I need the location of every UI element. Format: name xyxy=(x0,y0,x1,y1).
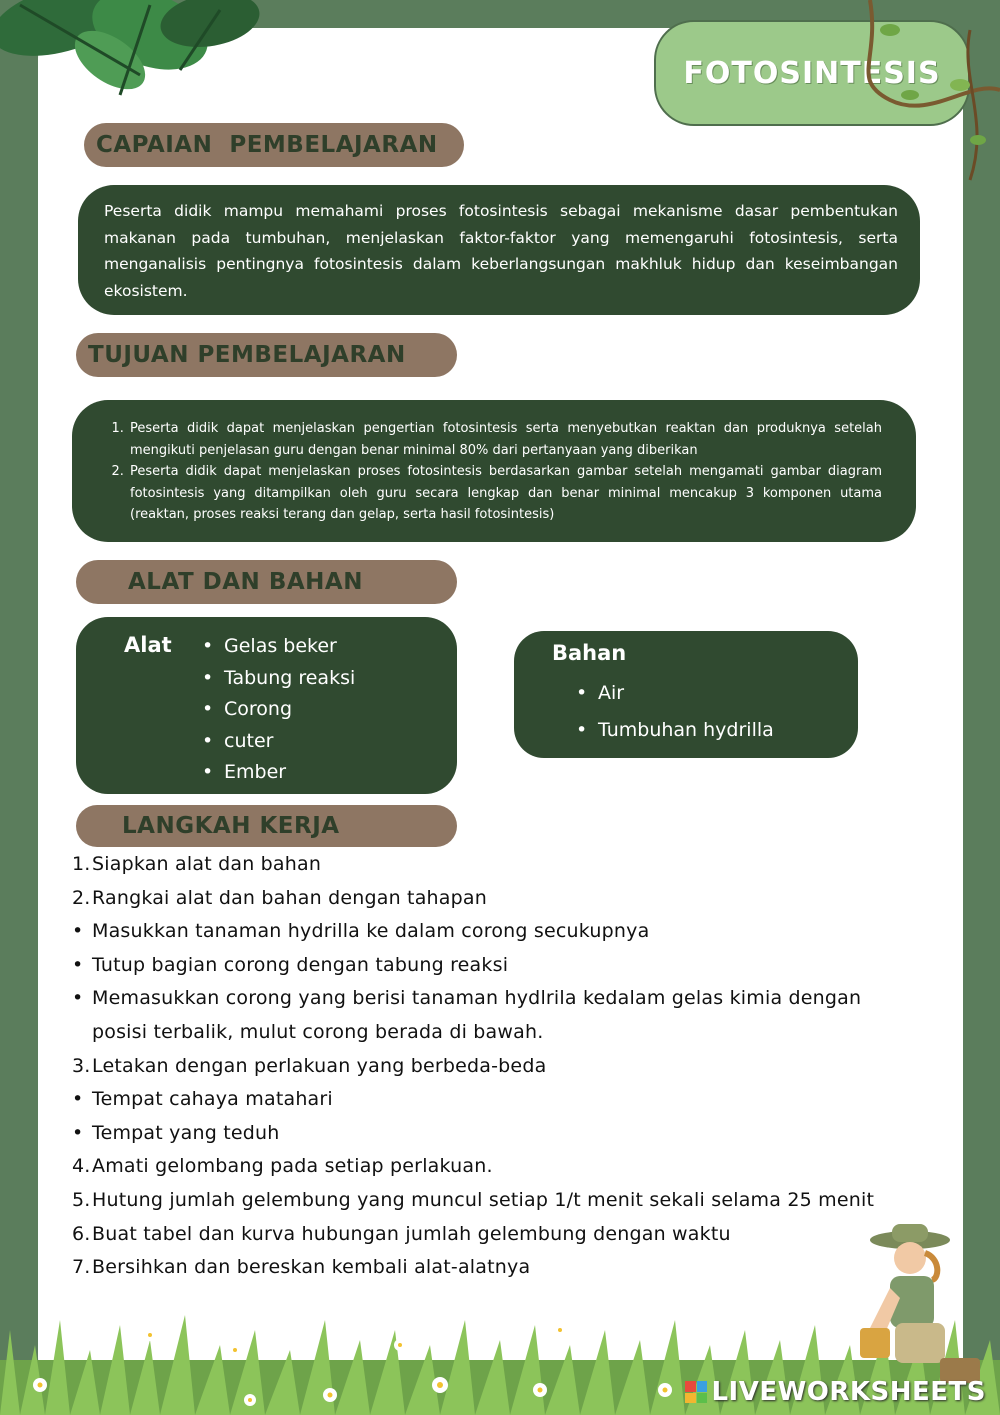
watermark-text: LIVEWORKSHEETS xyxy=(711,1377,986,1407)
alat-list xyxy=(202,631,355,789)
langkah-heading-text: LANGKAH KERJA xyxy=(122,813,340,839)
step-marker: 3. xyxy=(72,1054,91,1077)
step-marker: 4. xyxy=(72,1155,91,1178)
langkah-step xyxy=(72,915,892,949)
langkah-step xyxy=(72,1083,892,1117)
step-text: Buat tabel dan kurva hubungan jumlah gelembung dengan waktu xyxy=(92,1222,731,1245)
langkah-step xyxy=(72,1251,892,1285)
tujuan-item: 2. Peserta didik dapat menjelaskan proses fotosintesis berdasarkan gambar setelah mengamati gambar diagram fotosintesis yang ditampilkan oleh guru secara lengkap dan benar minimal mencakup 3 komponen utama (reaktan, proses reaksi terang dan gelap, serta hasil fotosintesis) xyxy=(128,461,882,526)
step-text: Letakan dengan perlakuan yang berbeda-beda xyxy=(92,1054,547,1077)
bahan-item: • Air xyxy=(576,675,774,712)
liveworksheets-logo-icon xyxy=(685,1381,707,1403)
gardener-illustration xyxy=(840,1218,1000,1388)
langkah-step xyxy=(72,882,892,916)
langkah-step xyxy=(72,1117,892,1151)
step-marker: • xyxy=(72,920,84,943)
capaian-text: Peserta didik mampu memahami proses fotosintesis sebagai mekanisme dasar pembentukan makanan pada tumbuhan, menjelaskan faktor-faktor yang memengaruhi fotosintesis, serta menganalisis pentingnya fotosintesis dalam keberlangsungan makhluk hidup dan keseimbangan ekosistem. xyxy=(104,202,898,300)
alat-bahan-heading xyxy=(76,560,457,604)
step-text: Rangkai alat dan bahan dengan tahapan xyxy=(92,886,487,909)
langkah-step xyxy=(72,1218,892,1252)
step-marker: 7. xyxy=(72,1256,91,1279)
step-text: Bersihkan dan bereskan kembali alat-alatnya xyxy=(92,1256,531,1279)
alat-item: • Tabung reaksi xyxy=(202,663,355,695)
step-text: Masukkan tanaman hydrilla ke dalam corong secukupnya xyxy=(92,920,650,943)
vine-decoration xyxy=(850,0,1000,190)
step-marker: • xyxy=(72,1088,84,1111)
tujuan-list xyxy=(114,418,882,526)
langkah-step xyxy=(72,1150,892,1184)
page-title: FOTOSINTESIS xyxy=(654,20,970,126)
bahan-box xyxy=(514,631,858,758)
alat-bahan-heading-text: ALAT DAN BAHAN xyxy=(128,569,363,595)
langkah-list xyxy=(72,848,892,1285)
liveworksheets-watermark xyxy=(685,1377,986,1407)
tujuan-heading xyxy=(76,333,457,377)
step-text: Tempat yang teduh xyxy=(92,1121,280,1144)
alat-box xyxy=(76,617,457,794)
langkah-step xyxy=(72,1050,892,1084)
step-marker: • xyxy=(72,987,84,1010)
step-marker: 2. xyxy=(72,886,91,909)
capaian-box xyxy=(78,185,920,315)
step-text: Siapkan alat dan bahan xyxy=(92,853,322,875)
step-marker: 6. xyxy=(72,1222,91,1245)
capaian-heading xyxy=(84,123,464,167)
langkah-step xyxy=(72,1184,882,1218)
step-marker: 1. xyxy=(72,853,91,875)
langkah-heading xyxy=(76,805,457,847)
alat-item: • Corong xyxy=(202,694,355,726)
step-text: Hutung jumlah gelembung yang muncul setiap 1/t menit sekali selama 25 menit xyxy=(92,1188,875,1211)
step-marker: • xyxy=(72,953,84,976)
capaian-heading-text: CAPAIAN PEMBELAJARAN xyxy=(96,132,438,158)
alat-item: • Ember xyxy=(202,757,355,789)
langkah-step xyxy=(72,949,892,983)
bahan-list xyxy=(576,675,774,749)
step-text: Memasukkan corong yang berisi tanaman hydlrila kedalam gelas kimia dengan posisi terbalik, mulut corong berada di bawah. xyxy=(92,987,862,1043)
step-text: Amati gelombang pada setiap perlakuan. xyxy=(92,1155,493,1178)
bahan-label: Bahan xyxy=(552,641,627,665)
step-marker: • xyxy=(72,1121,84,1144)
alat-item: • Gelas beker xyxy=(202,631,355,663)
step-text: Tempat cahaya matahari xyxy=(92,1088,333,1111)
tujuan-box xyxy=(72,400,916,542)
bahan-item: • Tumbuhan hydrilla xyxy=(576,712,774,749)
tujuan-heading-text: TUJUAN PEMBELAJARAN xyxy=(88,342,406,368)
monstera-leaves-decoration xyxy=(0,0,270,120)
step-marker: 5. xyxy=(72,1188,91,1211)
langkah-step xyxy=(72,848,892,882)
tujuan-item: 1. Peserta didik dapat menjelaskan pengertian fotosintesis serta menyebutkan reaktan dan produknya setelah mengikuti penjelasan guru dengan benar minimal 80% dari pertanyaan yang diberikan xyxy=(128,418,882,461)
step-text: Tutup bagian corong dengan tabung reaksi xyxy=(92,953,509,976)
langkah-step xyxy=(72,982,862,1049)
alat-label: Alat xyxy=(124,633,172,657)
alat-item: • cuter xyxy=(202,726,355,758)
